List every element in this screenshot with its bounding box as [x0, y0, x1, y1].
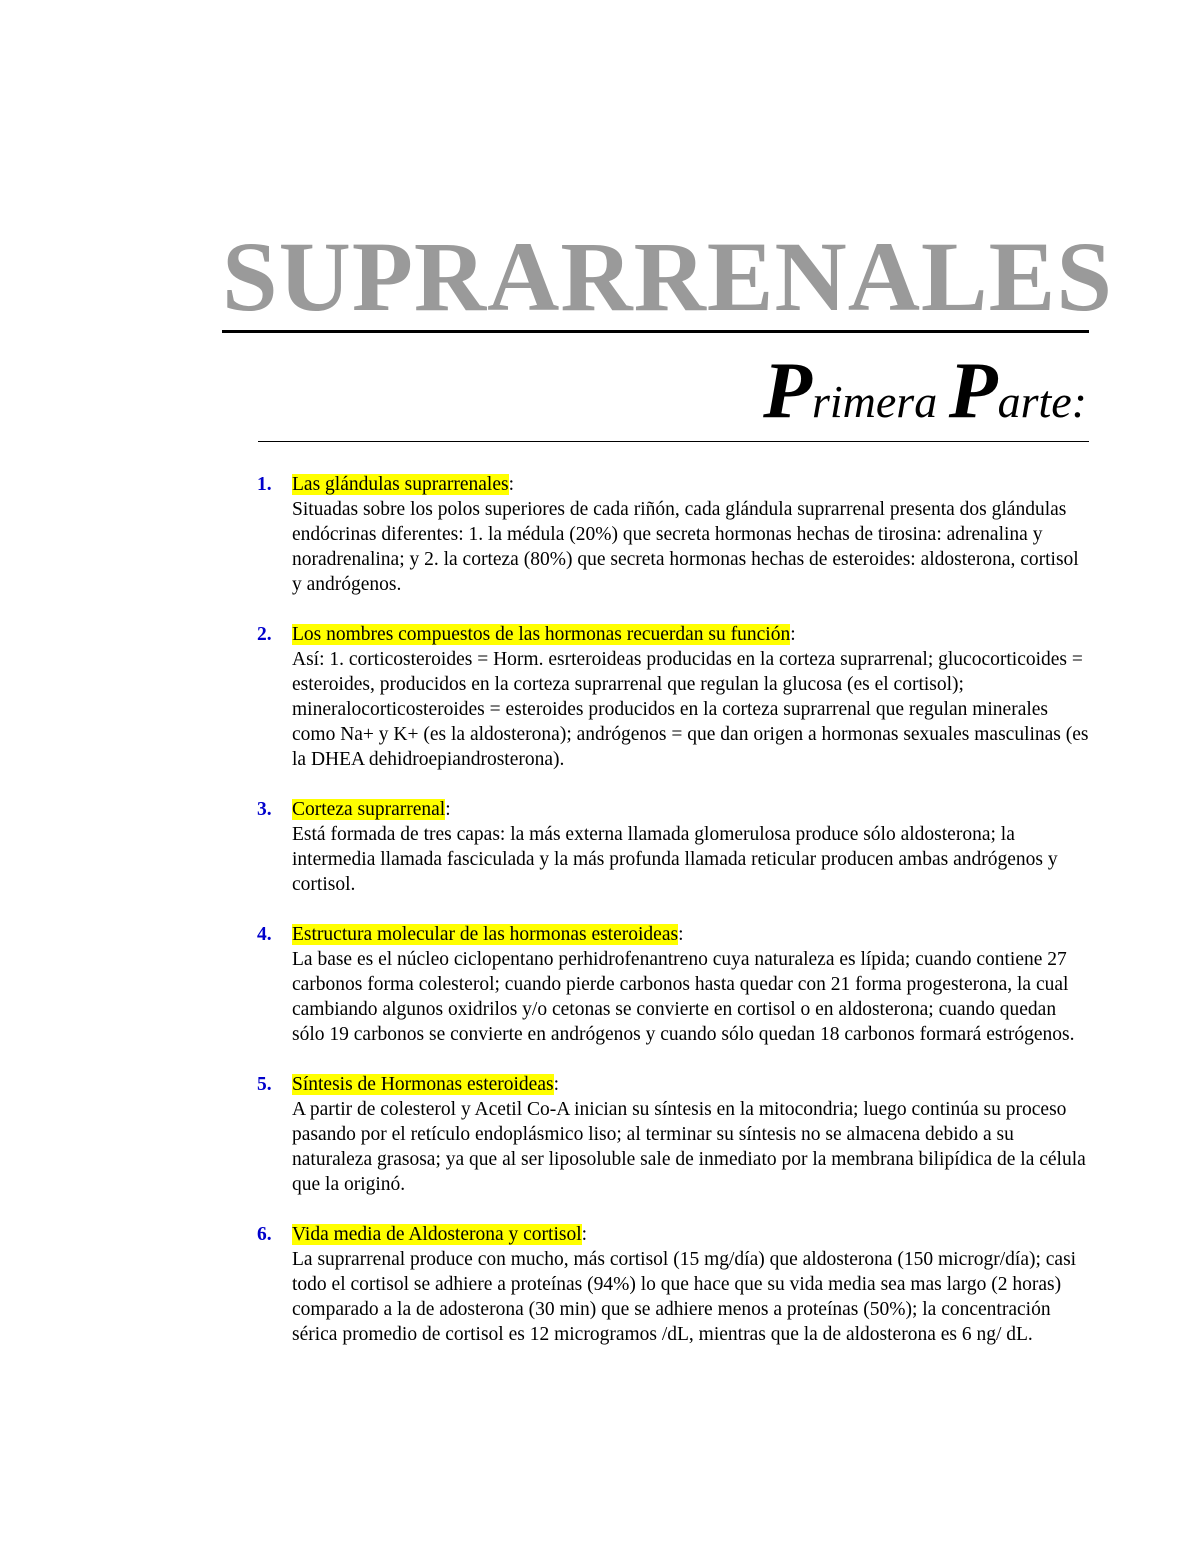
heading-colon: : — [508, 474, 515, 495]
document-subtitle — [763, 346, 1087, 455]
section-body: Está formada de tres capas: la más externa llamada glomerulosa produce sólo aldosterona; la intermedia llamada fasciculada y la más profunda llamada reticular producen ambas andrógenos y cortisol. — [292, 824, 1058, 895]
highlighted-heading: Síntesis de Hormonas esteroideas — [292, 1074, 554, 1095]
subtitle-word-2: arte: — [997, 376, 1087, 427]
highlighted-heading: Estructura molecular de las hormonas esteroideas — [292, 924, 679, 945]
highlighted-heading: Vida media de Aldosterona y cortisol — [292, 1224, 582, 1245]
section-number: 4. — [257, 924, 272, 945]
section-item — [0, 797, 1200, 897]
highlighted-heading: Corteza suprarrenal — [292, 799, 446, 820]
section-number: 6. — [257, 1224, 272, 1245]
subtitle-initial-1: P — [763, 347, 812, 435]
subtitle-divider — [258, 441, 1089, 442]
section-body: La base es el núcleo ciclopentano perhidrofenantreno cuya naturaleza es lípida; cuando contiene 27 carbonos forma colesterol; cuando pierde carbonos hasta quedar con 21 forma progesterona, la cual cambiando algunos oxidrilos y/o cetonas se convierte en cortisol o en aldosterona; cuando quedan sólo 19 carbonos se convierte en andrógenos y cuando sólo quedan 18 carbonos formará estrógenos. — [292, 949, 1075, 1045]
section-heading — [292, 472, 1200, 497]
section-heading — [292, 922, 1200, 947]
highlighted-heading: Las glándulas suprarrenales — [292, 474, 509, 495]
highlighted-heading: Los nombres compuestos de las hormonas recuerdan su función — [292, 624, 791, 645]
heading-colon: : — [445, 799, 451, 820]
section-number: 2. — [257, 624, 272, 645]
title-divider — [222, 330, 1089, 333]
heading-colon: : — [553, 1074, 559, 1095]
subtitle-initial-2: P — [948, 347, 998, 435]
section-heading — [292, 797, 1200, 822]
subtitle-word-1: rimera — [811, 376, 949, 427]
section-heading — [292, 622, 1200, 647]
section-item — [0, 472, 1200, 597]
section-list — [0, 472, 1200, 1372]
section-number: 1. — [257, 474, 272, 495]
section-heading — [292, 1072, 1200, 1097]
section-number: 5. — [257, 1074, 272, 1095]
section-body: A partir de colesterol y Acetil Co-A inician su síntesis en la mitocondria; luego continúa su proceso pasando por el retículo endoplásmico liso; al terminar su síntesis no se almacena debido a su naturaleza grasosa; ya que al ser liposoluble sale de inmediato por la membrana bilipídica de la célula que la originó. — [292, 1099, 1086, 1195]
section-item — [0, 922, 1200, 1047]
heading-colon: : — [581, 1224, 588, 1245]
section-item — [0, 1222, 1200, 1347]
document-title: SUPRARRENALES — [222, 221, 1113, 332]
heading-colon: : — [790, 624, 796, 645]
heading-colon: : — [678, 924, 684, 945]
section-number: 3. — [257, 799, 272, 820]
section-body: La suprarrenal produce con mucho, más cortisol (15 mg/día) que aldosterona (150 microgr/día); casi todo el cortisol se adhiere a proteínas (94%) lo que hace que su vida media sea mas largo (2 horas) comparado a la de adosterona (30 min) que se adhiere menos a proteínas (50%); la concentración sérica promedio de cortisol es 12 microgramos /dL, mientras que la de aldosterona es 6 ng/ dL. — [292, 1249, 1077, 1345]
section-heading — [292, 1222, 1200, 1247]
section-item — [0, 622, 1200, 772]
section-body: Situadas sobre los polos superiores de cada riñón, cada glándula suprarrenal presenta dos glándulas endócrinas diferentes: 1. la médula (20%) que secreta hormonas hechas de tirosina: adrenalina y noradrenalina; y 2. la corteza (80%) que secreta hormonas hechas de esteroides: aldosterona, cortisol y andrógenos. — [292, 499, 1079, 595]
section-body: Así: 1. corticosteroides = Horm. esrteroideas producidas en la corteza suprarrenal; glucocorticoides = esteroides, producidos en la corteza suprarrenal que regulan la glucosa (es el cortisol); mineralocorticosteroides = esteroides producidos en la corteza suprarrenal que regulan minerales como Na+ y K+ (es la aldosterona); andrógenos = que dan origen a hormonas sexuales masculinas (es la DHEA dehidroepiandrosterona). — [292, 649, 1089, 770]
section-item — [0, 1072, 1200, 1197]
